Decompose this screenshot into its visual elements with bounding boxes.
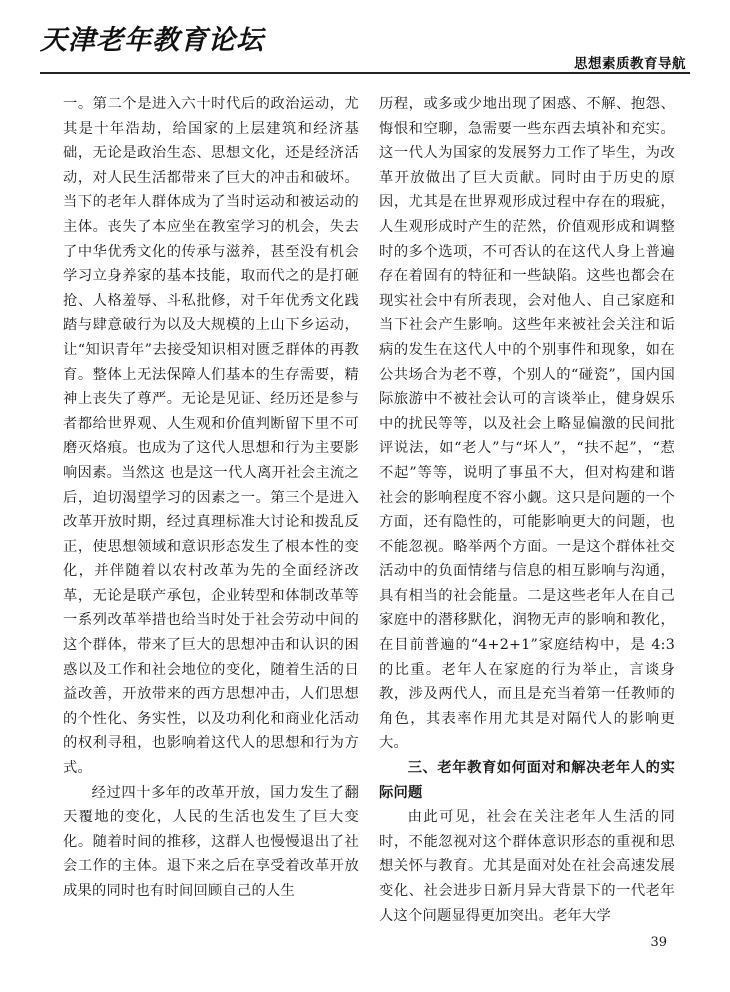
body-paragraph: 由此可见，社会在关注老年人生活的同时，不能忽视对这个群体意识形态的重视和思想关怀与教育。尤其是面对处在社会高速发展变化、社会进步日新月异大背景下的一代老年人这个问题显得更加突出。老年大学 xyxy=(379,809,675,924)
body-paragraph: 一。第二个是进入六十时代后的政治运动，尤其是十年浩劫，给国家的上层建筑和经济基础，无论是政治生态、思想文化，还是经济活动，对人民生活都带来了巨大的冲击和破坏。当下的老年人群体成为了当时运动和被运动的主体。丧失了本应坐在教室学习的机会，失去了中华优秀文化的传承与滋养，甚至没有机会学习立身养家的基本技能，取而代之的是打砸抢、人格羞辱、斗私批修，对千年优秀文化践踏与肆意破行为以及大规模的上山下乡运动，让“知识青年”去接受知识相对匮乏群体的再教育。整体上无法保障人们基本的生存需要，精神上丧失了尊严。无论是见证、经历还是参与者都给世界观、人生观和价值判断留下里不可磨灭烙痕。也成为了这代人思想和行为主要影响因素。当然这 也是这一代人离开社会主流之后，迫切渴望学习的因素之一。第三个是进入改革开放时期，经过真理标准大讨论和拨乱反正，使思想领域和意识形态发生了根本性的变化，并伴随着以农村改革为先的全面经济改革，无论是联产承包，企业转型和体制改革等一系列改革举措也给当时处于社会劳动中间的这个群体，带来了巨大的思想冲击和认识的困惑以及工作和社会地位的变化，随着生活的日益改善，开放带来的西方思想冲击，人们思想的个性化、务实性，以及功利化和商业化活动的权利寻租，也影响着这代人的思想和行为方式。 xyxy=(63,96,359,777)
body-paragraph: 历程，或多或少地出现了困惑、不解、抱怨、悔恨和空聊，急需要一些东西去填补和充实。这一代人为国家的发展努力工作了毕生，为改革开放做出了巨大贡献。同时由于历史的原因，尤其是在世界观形成过程中存在的瑕疵，人生观形成时产生的茫然，价值观形成和调整时的多个选项，不可否认的在这代人身上普遍存在着固有的特征和一些缺陷。这些也都会在现实社会中有所表现，会对他人、自己家庭和当下社会产生影响。这些年来被社会关注和诟病的发生在这代人中的个别事件和现象，如在公共场合为老不尊，个别人的“碰瓷”，国内国际旅游中不被社会认可的言谈举止，健身娱乐中的扰民等等，以及社会上略显偏激的民间批评说法，如“老人”与“坏人”，“扶不起”，“惹不起”等等，说明了事虽不大，但对构建和谐社会的影响程度不容小觑。这只是问题的一个方面，还有隐性的，可能影响更大的问题，也不能忽视。略举两个方面。一是这个群体社交活动中的负面情绪与信息的相互影响与沟通，具有相当的社会能量。二是这些老年人在自己家庭中的潜移默化，润物无声的影响和教化，在目前普遍的“4+2+1”家庭结构中，是 4:3 的比重。老年人在家庭的行为举止，言谈身教，涉及两代人，而且是充当着第一任教师的角色，其表率作用尤其是对隔代人的影响更大。 xyxy=(379,96,675,752)
page-header xyxy=(40,12,690,74)
column-name: 思想素质教育导航 xyxy=(574,56,686,72)
header-divider xyxy=(40,72,690,74)
page-number: 39 xyxy=(650,935,667,950)
journal-logo: 天津老年教育论坛 xyxy=(40,25,264,56)
left-column xyxy=(63,92,359,904)
section-heading: 三、老年教育如何面对和解决老年人的实际问题 xyxy=(379,760,675,801)
body-paragraph: 经过四十多年的改革开放，国力发生了翻天覆地的变化，人民的生活也发生了巨大变化。随着时间的推移，这群人也慢慢退出了社会工作的主体。退下来之后在享受着改革开放成果的同时也有时间回顾自己的人生 xyxy=(63,784,359,899)
right-column xyxy=(379,92,675,928)
